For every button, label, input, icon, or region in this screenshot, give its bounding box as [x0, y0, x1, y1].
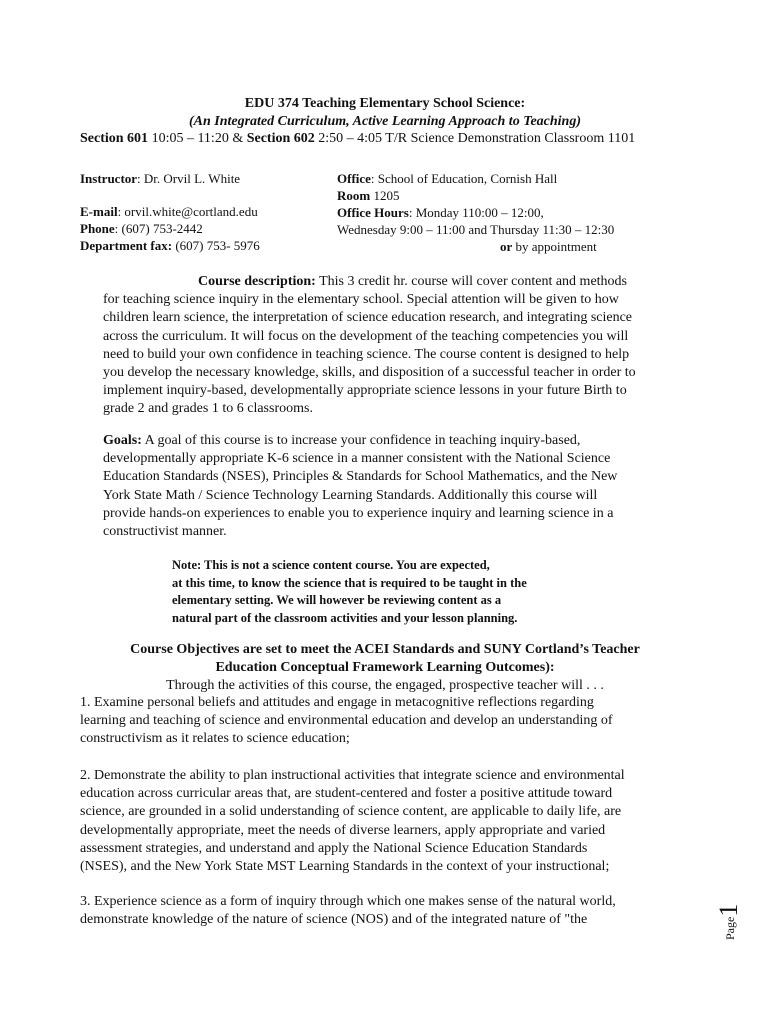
phone-row [80, 220, 330, 237]
note-line: elementary setting. We will however be reviewing content as a [172, 593, 502, 607]
note-line: natural part of the classroom activities and your lesson planning. [172, 610, 518, 625]
goals-line: York State Math / Science Technology Learning Standards. Additionally this course will [103, 487, 598, 503]
instructor-row [80, 170, 330, 187]
email-row [80, 203, 330, 220]
description-line: children learn science, the interpretation of science education research, and integrating science [103, 310, 633, 326]
instructor-label: Instructor [80, 171, 138, 186]
section-601-time: 10:05 – 11:20 & [148, 131, 247, 146]
page-number [714, 860, 744, 940]
room-row [337, 187, 677, 204]
description-line: across the curriculum. It will focus on the development of the teaching competencies you will [103, 328, 629, 344]
goals-line: provide hands-on experiences to enable you to experience inquiry and learning science in a [103, 505, 614, 521]
fax-value: (607) 753- 5976 [172, 238, 260, 253]
instructor-value: : Dr. Orvil L. White [137, 171, 241, 186]
course-subtitle: (An Integrated Curriculum, Active Learning Approach to Teaching) [188, 114, 582, 129]
phone-label: Phone [80, 221, 115, 236]
description-line: for teaching science inquiry in the elementary school. Special attention will be given to how [103, 292, 619, 308]
page-word: Page [723, 916, 737, 940]
description-line: implement inquiry-based, developmentally appropriate science lessons in your future Birth to [103, 383, 627, 399]
goals-line: developmentally appropriate K-6 science in a manner consistent with the National Science [103, 451, 611, 467]
office-value: : School of Education, Cornish Hall [370, 171, 558, 186]
office-label: Office [337, 171, 371, 186]
office-row [337, 170, 677, 187]
fax-row [80, 237, 330, 254]
room-value: 1205 [370, 188, 400, 203]
course-description [103, 273, 683, 419]
objectives-heading: Course Objectives are set to meet the ACEI Standards and SUNY Cortland’s Teacher [130, 642, 640, 657]
objective-item-1: 1. Examine personal beliefs and attitudes and engage in metacognitive reflections regarding learning and teaching of science and environmental education and develop an understanding of constructivism as it relates to science education; [80, 695, 613, 747]
appointment-or: or [500, 239, 513, 254]
appointment-row [337, 238, 677, 255]
objective-item-2: 2. Demonstrate the ability to plan instructional activities that integrate science and environmental education across curricular areas that, are student-centered and foster a positive attitude toward science, are grounded in a solid understanding of science content, are applicable to daily life, are developmentally appropriate, meet the needs of diverse learners, apply appropriate and varied assessment strategies, and understand and apply the National Science Education Standards (NSES), and the New York State MST Learning Standards in the context of your instructional; [80, 768, 625, 875]
appointment-value: by appointment [512, 239, 597, 254]
description-line: grade 2 and grades 1 to 6 classrooms. [103, 401, 313, 417]
hours-label: Office Hours [337, 205, 409, 220]
instructor-contact [80, 170, 330, 254]
objective-item-3: 3. Experience science as a form of inquiry through which one makes sense of the natural world, demonstrate knowledge of the nature of science (NOS) and of the integrated nature of "the [80, 894, 616, 928]
page-number-value: 1 [714, 903, 743, 917]
goals-label: Goals: [103, 433, 142, 448]
hours-row [337, 204, 677, 221]
description-line: Course description: This 3 credit hr. course will cover content and methods [198, 274, 627, 289]
hours-line-2: Wednesday 9:00 – 11:00 and Thursday 11:30 – 12:30 [337, 222, 615, 237]
email-value: : orvil.white@cortland.edu [117, 204, 258, 219]
description-line: you develop the necessary knowledge, skills, and disposition of a successful teacher in order to [103, 365, 636, 381]
section-601-label: Section 601 [80, 131, 149, 146]
note-line: at this time, to know the science that is required to be taught in the [172, 575, 527, 590]
description-line: need to build your own confidence in teaching science. The course content is designed to help [103, 346, 630, 362]
goals-line: Goals: A goal of this course is to increase your confidence in teaching inquiry-based, [103, 433, 581, 448]
goals-line: constructivist manner. [103, 524, 227, 540]
objectives-intro: Through the activities of this course, the engaged, prospective teacher will . . . [166, 678, 604, 693]
room-label: Room [337, 188, 371, 203]
fax-label: Department fax: [80, 238, 173, 253]
hours-value: : Monday 110:00 – 12:00, [408, 205, 544, 220]
section-schedule [80, 130, 700, 148]
goals-line: Education Standards (NSES), Principles & Standards for School Mathematics, and the New [103, 469, 618, 485]
office-info [337, 170, 677, 255]
course-title: EDU 374 Teaching Elementary School Science: [244, 96, 526, 111]
note-line: Note: This is not a science content course. You are expected, [172, 558, 490, 572]
section-602-label: Section 602 [246, 131, 315, 146]
phone-value: : (607) 753-2442 [114, 221, 203, 236]
objectives-heading-cont: Education Conceptual Framework Learning Outcomes): [215, 660, 555, 675]
content-note [172, 557, 612, 627]
description-label: Course description: [198, 274, 316, 289]
email-label: E-mail [80, 204, 118, 219]
section-602-time: 2:50 – 4:05 T/R Science Demonstration Classroom 1101 [314, 131, 636, 146]
course-goals [103, 432, 683, 541]
